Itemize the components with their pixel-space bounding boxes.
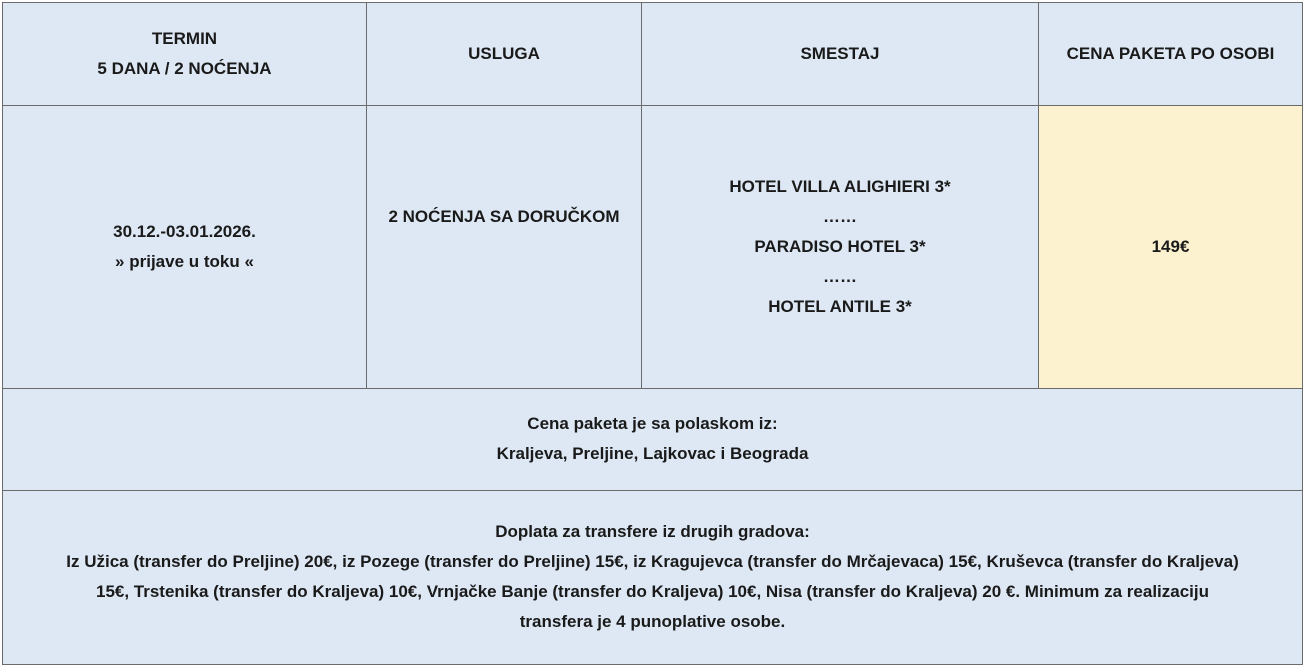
departure-title: Cena paketa je sa polaskom iz: [527, 414, 778, 434]
hotel-separator: …… [823, 266, 857, 286]
header-row [3, 3, 1303, 106]
transfers-text-3: transfera je 4 punoplative osobe. [519, 612, 786, 632]
offer-service: 2 NOĆENJA SA DORUČKOM [388, 206, 620, 226]
transfers-text-1: Iz Užica (transfer do Preljine) 20€, iz Pozege (transfer do Preljine) 15€, iz Kragujevca (transfer do Mrčajevaca) 15€, Kruševca (transfer do Kraljeva) [66, 552, 1239, 572]
price-table [2, 2, 1303, 665]
offer-date-cell [3, 106, 367, 388]
transfers-text-2: 15€, Trstenika (transfer do Kraljeva) 10€, Vrnjačke Banje (transfer do Kraljeva) 10€, Nisa (transfer do Kraljeva) 20 €. Minimum za realizaciju [95, 582, 1210, 602]
hotel-2: PARADISO HOTEL 3* [754, 236, 926, 256]
header-termin-label: TERMIN [151, 29, 218, 49]
transfers-row [3, 490, 1303, 664]
offer-hotels-cell [642, 106, 1039, 388]
offer-date: 30.12.-03.01.2026. [113, 221, 256, 241]
offer-row [3, 106, 1303, 388]
hotel-3: HOTEL ANTILE 3* [768, 296, 912, 316]
header-cena: CENA PAKETA PO OSOBI [1039, 3, 1303, 106]
header-smestaj: SMESTAJ [642, 3, 1039, 106]
transfers-title: Doplata za transfere iz drugih gradova: [495, 522, 810, 542]
offer-service-cell [367, 106, 642, 388]
header-usluga: USLUGA [367, 3, 642, 106]
departure-cell [3, 388, 1303, 490]
departure-cities: Kraljeva, Preljine, Lajkovac i Beograda [496, 444, 809, 464]
offer-price: 149€ [1039, 106, 1303, 388]
header-termin [3, 3, 367, 106]
hotel-1: HOTEL VILLA ALIGHIERI 3* [729, 176, 951, 196]
transfers-cell [3, 490, 1303, 664]
hotel-separator: …… [823, 206, 857, 226]
header-termin-duration: 5 DANA / 2 NOĆENJA [97, 59, 272, 79]
offer-status: » prijave u toku « [115, 251, 254, 271]
departure-row [3, 388, 1303, 490]
